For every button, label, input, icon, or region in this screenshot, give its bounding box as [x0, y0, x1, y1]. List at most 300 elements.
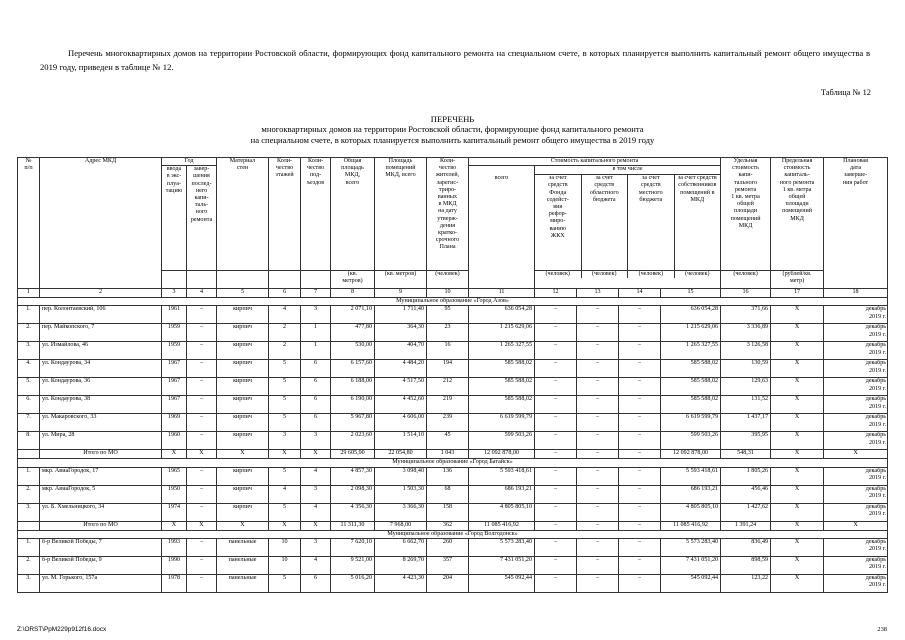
unit-max-cost: (рублей/кв. метр)	[771, 271, 824, 289]
cell-col-10: 1 043	[427, 450, 469, 459]
table-row	[18, 467, 888, 485]
cell-col-13: –	[577, 450, 619, 459]
cell-col-17: 17	[771, 289, 824, 298]
table-row	[18, 324, 888, 342]
footer-page-number: 238	[877, 626, 887, 633]
cell-col-9: 7 968,00	[375, 521, 427, 530]
section-row	[18, 298, 888, 306]
cell-col-16: 1 805,26	[721, 467, 771, 485]
cell-col-8: 6 157,60	[331, 360, 375, 378]
cell-col-3: 1967	[162, 396, 187, 414]
cell-col-7: 4	[301, 467, 331, 485]
unit-fund: (человек)	[535, 271, 582, 278]
cell-col-12: –	[535, 432, 577, 450]
cell-col-14: –	[619, 485, 661, 503]
cell-col-6: 10	[269, 556, 301, 574]
cell-col-5: кирпич	[217, 432, 269, 450]
cell-col-18: декабрь 2019 г.	[824, 467, 888, 485]
cell-col-17: X	[771, 450, 824, 459]
cell-col-14: 14	[619, 289, 661, 298]
cell-col-4: –	[187, 306, 217, 324]
cell-col-11: 6 619 599,79	[469, 414, 535, 432]
cell-col-7: 3	[301, 485, 331, 503]
cell-col-10: 45	[427, 432, 469, 450]
cell-col-14: –	[619, 414, 661, 432]
cell-col-18: X	[824, 521, 888, 530]
cell-col-4: –	[187, 467, 217, 485]
table-row	[18, 538, 888, 556]
unit-area1: (кв. метров)	[331, 271, 375, 289]
cell-col-2: ул. Б. Хмельницкого, 34	[40, 503, 162, 521]
section-title: Муниципальное образование «Город Батайск»	[18, 459, 888, 467]
table-row	[18, 414, 888, 432]
cell-col-17: X	[771, 306, 824, 324]
cell-col-10: 68	[427, 485, 469, 503]
cell-col-6: 5	[269, 396, 301, 414]
cell-col-1: 5.	[18, 378, 40, 396]
unit-area2: (кв. метров)	[375, 271, 427, 289]
cell-col-4: –	[187, 432, 217, 450]
houses-table	[17, 157, 888, 593]
cell-col-18: X	[824, 450, 888, 459]
cell-col-2: ул. М. Горького, 157а	[40, 574, 162, 592]
cell-col-7: 7	[301, 289, 331, 298]
cell-col-18: декабрь 2019 г.	[824, 574, 888, 592]
cell-col-12: –	[535, 538, 577, 556]
cell-col-17: X	[771, 485, 824, 503]
unit-owners: (человек)	[685, 271, 710, 278]
cell-col-14: –	[619, 574, 661, 592]
cell-col-18: декабрь 2019 г.	[824, 538, 888, 556]
cell-col-3: 1974	[162, 503, 187, 521]
cell-col-14: –	[619, 538, 661, 556]
cell-col-12: –	[535, 378, 577, 396]
hdr-year-in: ввода в экс- плуа- тацию	[162, 166, 187, 271]
cell-col-10: 362	[427, 521, 469, 530]
table-subtitle-line2: на специальном счете, в которых планируется выполнить капитальный ремонт общего имущества в 2019 году	[250, 135, 655, 145]
cell-col-5: кирпич	[217, 503, 269, 521]
cell-col-12: –	[535, 324, 577, 342]
cell-col-2: ул. Кондаурова, 34	[40, 360, 162, 378]
cell-col-9: 1 514,10	[375, 432, 427, 450]
cell-col-2: мкр. АвиаГородок, 17	[40, 467, 162, 485]
cell-col-6: 5	[269, 360, 301, 378]
cell-col-12: –	[535, 450, 577, 459]
cell-col-8: 2 071,10	[331, 306, 375, 324]
cell-col-8: 2 023,60	[331, 432, 375, 450]
cell-col-6: 5	[269, 414, 301, 432]
hdr-material: Материал стен	[217, 158, 269, 271]
cell-col-8: 5 016,20	[331, 574, 375, 592]
cell-col-10: 239	[427, 414, 469, 432]
cell-col-10: 16	[427, 342, 469, 360]
cell-col-10: 95	[427, 306, 469, 324]
cell-col-8: 11 311,30	[331, 521, 375, 530]
cell-col-9: 4 606,00	[375, 414, 427, 432]
cell-col-11: 585 588,02	[469, 378, 535, 396]
cell-col-7: 4	[301, 503, 331, 521]
cell-col-7: 4	[301, 556, 331, 574]
cell-col-2: 2	[40, 289, 162, 298]
cell-col-7: 3	[301, 306, 331, 324]
cell-col-15: 585 588,02	[661, 396, 721, 414]
cell-col-3: 1967	[162, 378, 187, 396]
cell-col-7: 6	[301, 574, 331, 592]
cell-col-16: 3 126,58	[721, 342, 771, 360]
cell-col-6: 5	[269, 503, 301, 521]
cell-col-13: –	[577, 378, 619, 396]
cell-col-1: 2.	[18, 556, 40, 574]
hdr-no: № п/п	[18, 158, 40, 289]
cell-col-13: –	[577, 360, 619, 378]
cell-col-17: X	[771, 556, 824, 574]
cell-col-9: 4 452,60	[375, 396, 427, 414]
cell-col-18: декабрь 2019 г.	[824, 556, 888, 574]
cell-col-3: 1967	[162, 360, 187, 378]
cell-col-8: 6 190,00	[331, 396, 375, 414]
column-number-row	[18, 289, 888, 298]
cell-col-3: 1959	[162, 324, 187, 342]
cell-col-15: 585 588,02	[661, 360, 721, 378]
cell-col-11: 585 588,02	[469, 360, 535, 378]
cell-col-15: 545 092,44	[661, 574, 721, 592]
table-row	[18, 503, 888, 521]
cell-col-17: X	[771, 432, 824, 450]
cell-col-6: 2	[269, 342, 301, 360]
cell-col-5: кирпич	[217, 360, 269, 378]
cell-col-15: 11 085 416,92	[661, 521, 721, 530]
cell-col-13: –	[577, 556, 619, 574]
cell-col-13: –	[577, 432, 619, 450]
cell-col-17: X	[771, 538, 824, 556]
cell-col-9: 4 423,30	[375, 574, 427, 592]
cell-col-15: 15	[661, 289, 721, 298]
cell-col-17: X	[771, 360, 824, 378]
hdr-year: Год	[162, 158, 217, 166]
hdr-cost-local: за счет средств местного бюджета	[628, 175, 675, 270]
cell-col-16: 456,46	[721, 485, 771, 503]
cell-col-18: декабрь 2019 г.	[824, 485, 888, 503]
cell-col-5: панельные	[217, 538, 269, 556]
cell-col-8: 530,00	[331, 342, 375, 360]
cell-col-16: 1 437,17	[721, 414, 771, 432]
cell-col-1	[18, 521, 40, 530]
cell-col-2: б-р Великой Победы, 7	[40, 538, 162, 556]
cell-col-10: 194	[427, 360, 469, 378]
unit-unit-cost: (человек)	[721, 271, 771, 289]
cell-col-17: X	[771, 574, 824, 592]
cell-col-10: 260	[427, 538, 469, 556]
cell-col-15: 1 215 629,06	[661, 324, 721, 342]
cell-col-15: 12 092 878,00	[661, 450, 721, 459]
cell-col-4: –	[187, 538, 217, 556]
cell-col-16: 3 336,89	[721, 324, 771, 342]
cell-col-7: X	[301, 450, 331, 459]
cell-col-2: мкр. АвиаГородок, 5	[40, 485, 162, 503]
cell-col-3: 3	[162, 289, 187, 298]
cell-col-9: 9	[375, 289, 427, 298]
cell-col-14: –	[619, 360, 661, 378]
cell-col-11: 686 193,21	[469, 485, 535, 503]
hdr-cost-subcols	[535, 175, 720, 270]
cell-col-17: X	[771, 396, 824, 414]
cell-col-1: 3.	[18, 574, 40, 592]
cell-col-1: 2.	[18, 324, 40, 342]
cell-col-8: 2 098,30	[331, 485, 375, 503]
cell-col-11: 636 054,28	[469, 306, 535, 324]
cell-col-4: X	[187, 450, 217, 459]
unit-local: (человек)	[628, 271, 675, 278]
cell-col-10: 219	[427, 396, 469, 414]
cell-col-5: кирпич	[217, 324, 269, 342]
table-number: Таблица № 12	[820, 88, 871, 97]
cell-col-17: X	[771, 521, 824, 530]
cell-col-14: –	[619, 556, 661, 574]
cell-col-2: ул. Измайлова, 46	[40, 342, 162, 360]
cell-col-5: кирпич	[217, 378, 269, 396]
cell-col-8: 4 857,30	[331, 467, 375, 485]
unit-people: (человек)	[427, 271, 469, 289]
cell-col-10: 212	[427, 378, 469, 396]
hdr-cost-incl-cell	[535, 166, 721, 271]
unit-cost-cells	[535, 271, 721, 289]
cell-col-12: –	[535, 342, 577, 360]
cell-col-4: –	[187, 574, 217, 592]
hdr-cost-fund: за счет средств Фонда содейст- вия рефор- миро- ванию ЖКХ	[535, 175, 582, 270]
cell-col-5: X	[217, 521, 269, 530]
hdr-cost-incl: в том числе	[535, 166, 720, 175]
cell-col-18: декабрь 2019 г.	[824, 342, 888, 360]
section-title: Муниципальное образование «Город Волгодонск»	[18, 530, 888, 538]
cell-col-8: 8	[331, 289, 375, 298]
cell-col-13: –	[577, 538, 619, 556]
cell-col-12: –	[535, 503, 577, 521]
hdr-address: Адрес МКД	[40, 158, 162, 289]
cell-col-12: –	[535, 414, 577, 432]
cell-col-18: декабрь 2019 г.	[824, 503, 888, 521]
cell-col-4: –	[187, 324, 217, 342]
cell-col-2: ул. Кондаурова, 36	[40, 378, 162, 396]
cell-col-6: 4	[269, 306, 301, 324]
cell-col-6: 4	[269, 485, 301, 503]
cell-col-8: 4 356,30	[331, 503, 375, 521]
cell-col-15: 7 431 051,20	[661, 556, 721, 574]
cell-col-6: 2	[269, 324, 301, 342]
total-row	[18, 450, 888, 459]
footer-file-path: Z:\ORST\PpM229p912f16.docx	[17, 626, 107, 633]
cell-col-13: –	[577, 485, 619, 503]
cell-col-17: X	[771, 378, 824, 396]
cell-col-17: X	[771, 414, 824, 432]
cell-col-7: 1	[301, 342, 331, 360]
cell-col-15: 4 805 805,10	[661, 503, 721, 521]
cell-col-1: 8.	[18, 432, 40, 450]
unit-region: (человек)	[582, 271, 629, 278]
cell-col-9: 6 662,70	[375, 538, 427, 556]
cell-col-5: кирпич	[217, 342, 269, 360]
cell-col-15: 5 573 283,40	[661, 538, 721, 556]
cell-col-4: X	[187, 521, 217, 530]
cell-col-10: 10	[427, 289, 469, 298]
cell-col-4: –	[187, 414, 217, 432]
cell-col-9: 364,30	[375, 324, 427, 342]
cell-col-1: 7.	[18, 414, 40, 432]
cell-col-15: 5 593 418,61	[661, 467, 721, 485]
hdr-max-cost: Предельная стоимость капиталь- ного ремонта 1 кв. метра общей площади помещений МКД	[771, 158, 824, 271]
cell-col-16: 129,63	[721, 378, 771, 396]
cell-col-15: 1 265 327,55	[661, 342, 721, 360]
cell-col-13: –	[577, 414, 619, 432]
cell-col-18: декабрь 2019 г.	[824, 306, 888, 324]
cell-col-14: –	[619, 396, 661, 414]
cell-col-17: X	[771, 503, 824, 521]
cell-col-4: –	[187, 556, 217, 574]
hdr-area-total: Общая площадь МКД, всего	[331, 158, 375, 271]
cell-col-2: Итого по МО	[40, 521, 162, 530]
intro-paragraph: Перечень многоквартирных домов на территории Ростовской области, формирующих фонд капитального ремонта на специальном счете, в которых планируется выполнить капитальный ремонт общего имущества в 2019 году, приведен в таблице № 12.	[40, 48, 870, 72]
section-title: Муниципальное образование «Город Азов»	[18, 298, 888, 306]
cell-col-8: 9 521,00	[331, 556, 375, 574]
cell-col-16: 1 427,62	[721, 503, 771, 521]
cell-col-18: декабрь 2019 г.	[824, 324, 888, 342]
cell-col-18: декабрь 2019 г.	[824, 378, 888, 396]
cell-col-3: 1990	[162, 556, 187, 574]
cell-col-16: 1 391,24	[721, 521, 771, 530]
hdr-cost-region: за счет средств областного бюджета	[582, 175, 629, 270]
cell-col-3: X	[162, 521, 187, 530]
cell-col-5: кирпич	[217, 485, 269, 503]
cell-col-16: 123,22	[721, 574, 771, 592]
hdr-floors: Коли- чество этажей	[269, 158, 301, 271]
cell-col-9: 22 054,80	[375, 450, 427, 459]
cell-col-4: 4	[187, 289, 217, 298]
cell-col-12: –	[535, 396, 577, 414]
hdr-residents: Коли- чество жителей, зарегис- триро- ванных в МКД на дату утверж- дения кратко- срочного Плана	[427, 158, 469, 271]
cell-col-16: 131,52	[721, 396, 771, 414]
cell-col-10: 136	[427, 467, 469, 485]
hdr-area-rooms: Площадь помещений МКД, всего	[375, 158, 427, 271]
cell-col-17: X	[771, 342, 824, 360]
cell-col-3: 1950	[162, 485, 187, 503]
cell-col-16: 371,66	[721, 306, 771, 324]
cell-col-7: X	[301, 521, 331, 530]
cell-col-5: кирпич	[217, 396, 269, 414]
cell-col-10: 357	[427, 556, 469, 574]
cell-col-1	[18, 450, 40, 459]
cell-col-6: 6	[269, 289, 301, 298]
cell-col-12: –	[535, 467, 577, 485]
cell-col-11: 5 593 418,61	[469, 467, 535, 485]
cell-col-13: 13	[577, 289, 619, 298]
cell-col-6: X	[269, 450, 301, 459]
cell-col-12: –	[535, 306, 577, 324]
cell-col-14: –	[619, 503, 661, 521]
cell-col-2: Итого по МО	[40, 450, 162, 459]
cell-col-13: –	[577, 503, 619, 521]
table-row	[18, 360, 888, 378]
cell-col-10: 158	[427, 503, 469, 521]
cell-col-15: 599 503,26	[661, 432, 721, 450]
cell-col-1: 1.	[18, 467, 40, 485]
cell-col-3: 1969	[162, 414, 187, 432]
hdr-unit-cost: Удельная стоимость капи- тального ремонта 1 кв. метра общей площади помещений МКД	[721, 158, 771, 271]
cell-col-1: 1	[18, 289, 40, 298]
cell-col-6: 5	[269, 378, 301, 396]
cell-col-9: 4 484,20	[375, 360, 427, 378]
cell-col-1: 3.	[18, 342, 40, 360]
section-row	[18, 530, 888, 538]
cell-col-13: –	[577, 574, 619, 592]
cell-col-6: X	[269, 521, 301, 530]
cell-col-11: 11	[469, 289, 535, 298]
cell-col-18: декабрь 2019 г.	[824, 360, 888, 378]
cell-col-18: декабрь 2019 г.	[824, 414, 888, 432]
cell-col-15: 686 193,21	[661, 485, 721, 503]
table-row	[18, 556, 888, 574]
cell-col-9: 404,70	[375, 342, 427, 360]
cell-col-2: ул. Макаровского, 33	[40, 414, 162, 432]
cell-col-4: –	[187, 342, 217, 360]
cell-col-11: 1 265 327,55	[469, 342, 535, 360]
cell-col-1: 3.	[18, 503, 40, 521]
cell-col-5: кирпич	[217, 467, 269, 485]
cell-col-8: 6 188,00	[331, 378, 375, 396]
cell-col-14: –	[619, 521, 661, 530]
cell-col-1: 1.	[18, 538, 40, 556]
total-row	[18, 521, 888, 530]
cell-col-9: 8 269,70	[375, 556, 427, 574]
cell-col-11: 11 085 416,92	[469, 521, 535, 530]
cell-col-18: декабрь 2019 г.	[824, 432, 888, 450]
cell-col-1: 2.	[18, 485, 40, 503]
table-row	[18, 432, 888, 450]
cell-col-6: 10	[269, 538, 301, 556]
section-row	[18, 459, 888, 467]
cell-col-1: 1.	[18, 306, 40, 324]
cell-col-11: 12 092 878,00	[469, 450, 535, 459]
cell-col-6: 5	[269, 574, 301, 592]
cell-col-5: панельные	[217, 556, 269, 574]
cell-col-4: –	[187, 503, 217, 521]
cell-col-3: 1993	[162, 538, 187, 556]
cell-col-7: 3	[301, 432, 331, 450]
cell-col-10: 204	[427, 574, 469, 592]
table-row	[18, 574, 888, 592]
cell-col-13: –	[577, 342, 619, 360]
cell-col-16: 16	[721, 289, 771, 298]
cell-col-6: 5	[269, 467, 301, 485]
cell-col-14: –	[619, 450, 661, 459]
cell-col-2: пер. Колонтаевский, 106	[40, 306, 162, 324]
cell-col-16: 395,95	[721, 432, 771, 450]
cell-col-17: X	[771, 467, 824, 485]
cell-col-17: X	[771, 324, 824, 342]
cell-col-11: 5 573 283,40	[469, 538, 535, 556]
table-row	[18, 342, 888, 360]
cell-col-8: 29 605,90	[331, 450, 375, 459]
cell-col-9: 1 711,40	[375, 306, 427, 324]
cell-col-5: кирпич	[217, 414, 269, 432]
cell-col-11: 599 503,26	[469, 432, 535, 450]
cell-col-11: 1 215 629,06	[469, 324, 535, 342]
cell-col-4: –	[187, 396, 217, 414]
cell-col-16: 548,31	[721, 450, 771, 459]
cell-col-7: 6	[301, 360, 331, 378]
cell-col-18: декабрь 2019 г.	[824, 396, 888, 414]
hdr-cost-total: всего	[469, 166, 535, 289]
cell-col-1: 4.	[18, 360, 40, 378]
cell-col-15: 636 054,28	[661, 306, 721, 324]
